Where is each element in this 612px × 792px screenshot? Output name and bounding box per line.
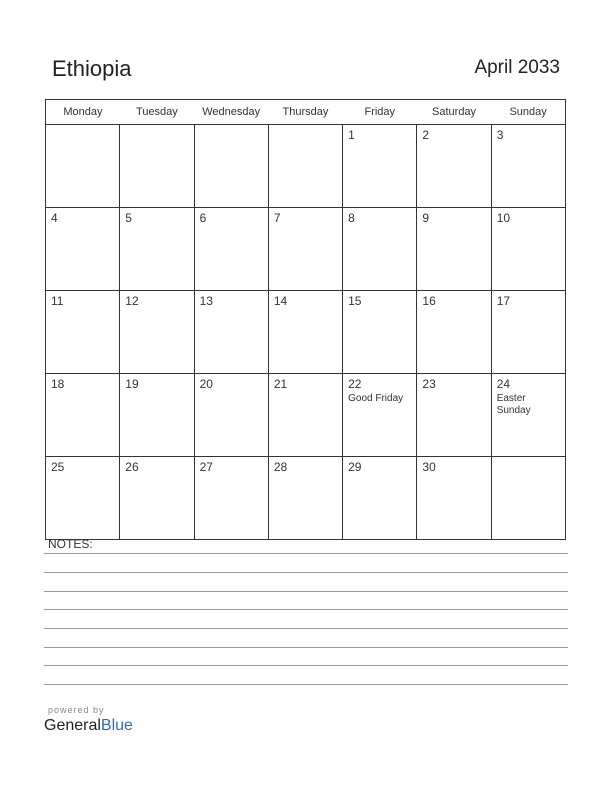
- day-cell: [491, 125, 565, 208]
- day-number: 7: [273, 211, 281, 225]
- note-line: [44, 609, 568, 610]
- day-cell: [343, 457, 417, 540]
- holiday-label: Good Friday: [348, 393, 404, 404]
- day-cell: [194, 457, 268, 540]
- day-number: 23: [422, 377, 436, 391]
- day-number: 13: [199, 294, 213, 308]
- day-cell: [46, 457, 120, 540]
- weekday-monday: Monday: [46, 100, 120, 125]
- weekday-header-row: [46, 100, 566, 125]
- day-number: 21: [273, 377, 288, 391]
- day-number: 20: [199, 377, 213, 391]
- day-cell: [491, 374, 565, 457]
- day-number: 10: [496, 211, 511, 225]
- day-cell: [194, 374, 268, 457]
- day-cell: [343, 125, 417, 208]
- weekday-tuesday: Tuesday: [120, 100, 194, 125]
- day-number: 1: [348, 128, 355, 142]
- day-cell: [268, 374, 342, 457]
- day-number: 6: [199, 211, 207, 225]
- note-line: [44, 665, 568, 666]
- note-line: [44, 647, 568, 648]
- day-cell: [417, 457, 491, 540]
- day-cell: [120, 208, 194, 291]
- day-cell: [343, 374, 417, 457]
- day-cell: [194, 208, 268, 291]
- note-line: [44, 628, 568, 629]
- note-line: [44, 591, 568, 592]
- day-cell: [46, 291, 120, 374]
- day-number: 30: [422, 460, 436, 474]
- week-row: [46, 291, 566, 374]
- day-number: 18: [51, 377, 65, 391]
- weekday-friday: Friday: [343, 100, 417, 125]
- day-number: 17: [496, 294, 511, 308]
- day-cell: [268, 125, 342, 208]
- day-cell: [491, 457, 565, 540]
- day-number: 29: [348, 460, 362, 474]
- day-number: 15: [348, 294, 362, 308]
- day-cell: [268, 291, 342, 374]
- day-number: 14: [273, 294, 288, 308]
- calendar-grid: [45, 99, 566, 540]
- day-cell: [120, 125, 194, 208]
- day-number: 27: [199, 460, 213, 474]
- note-line: [44, 572, 568, 573]
- day-cell: [417, 291, 491, 374]
- brand-blue: Blue: [100, 717, 133, 734]
- day-number: 12: [125, 294, 139, 308]
- day-cell: [417, 208, 491, 291]
- day-cell: [194, 125, 268, 208]
- day-cell: [417, 374, 491, 457]
- day-cell: [120, 374, 194, 457]
- country-title: Ethiopia: [52, 56, 132, 81]
- day-cell: [491, 208, 565, 291]
- day-number: 8: [348, 211, 355, 225]
- day-number: 5: [125, 211, 132, 225]
- day-cell: [268, 208, 342, 291]
- day-number: 26: [125, 460, 139, 474]
- day-number: 16: [422, 294, 436, 308]
- brand-logo: [44, 717, 133, 735]
- day-number: 25: [51, 460, 65, 474]
- day-number: 22: [348, 377, 362, 391]
- powered-by-text: powered by: [48, 705, 105, 715]
- day-number: 2: [422, 128, 430, 142]
- holiday-label: Easter Sunday: [496, 393, 531, 416]
- notes-label: NOTES:: [48, 537, 93, 551]
- day-cell: [46, 125, 120, 208]
- day-number: 24: [496, 377, 511, 391]
- day-cell: [194, 291, 268, 374]
- month-title: April 2033: [474, 57, 560, 78]
- day-cell: [46, 374, 120, 457]
- day-cell: [343, 208, 417, 291]
- day-number: 9: [422, 211, 430, 225]
- day-cell: [268, 457, 342, 540]
- brand-general: General: [44, 717, 101, 734]
- day-number: 3: [496, 128, 504, 142]
- weekday-sunday: Sunday: [491, 100, 565, 125]
- day-cell: [46, 208, 120, 291]
- day-cell: [491, 291, 565, 374]
- week-row: [46, 208, 566, 291]
- note-line: [44, 553, 568, 554]
- note-line: [44, 684, 568, 685]
- day-number: 4: [51, 211, 58, 225]
- day-cell: [417, 125, 491, 208]
- week-row: [46, 125, 566, 208]
- day-cell: [120, 457, 194, 540]
- day-cell: [343, 291, 417, 374]
- weekday-saturday: Saturday: [417, 100, 491, 125]
- day-number: 19: [125, 377, 139, 391]
- day-number: 11: [51, 294, 64, 308]
- week-row: [46, 374, 566, 457]
- week-row: [46, 457, 566, 540]
- weekday-thursday: Thursday: [268, 100, 342, 125]
- day-cell: [120, 291, 194, 374]
- day-number: 28: [273, 460, 288, 474]
- weekday-wednesday: Wednesday: [194, 100, 268, 125]
